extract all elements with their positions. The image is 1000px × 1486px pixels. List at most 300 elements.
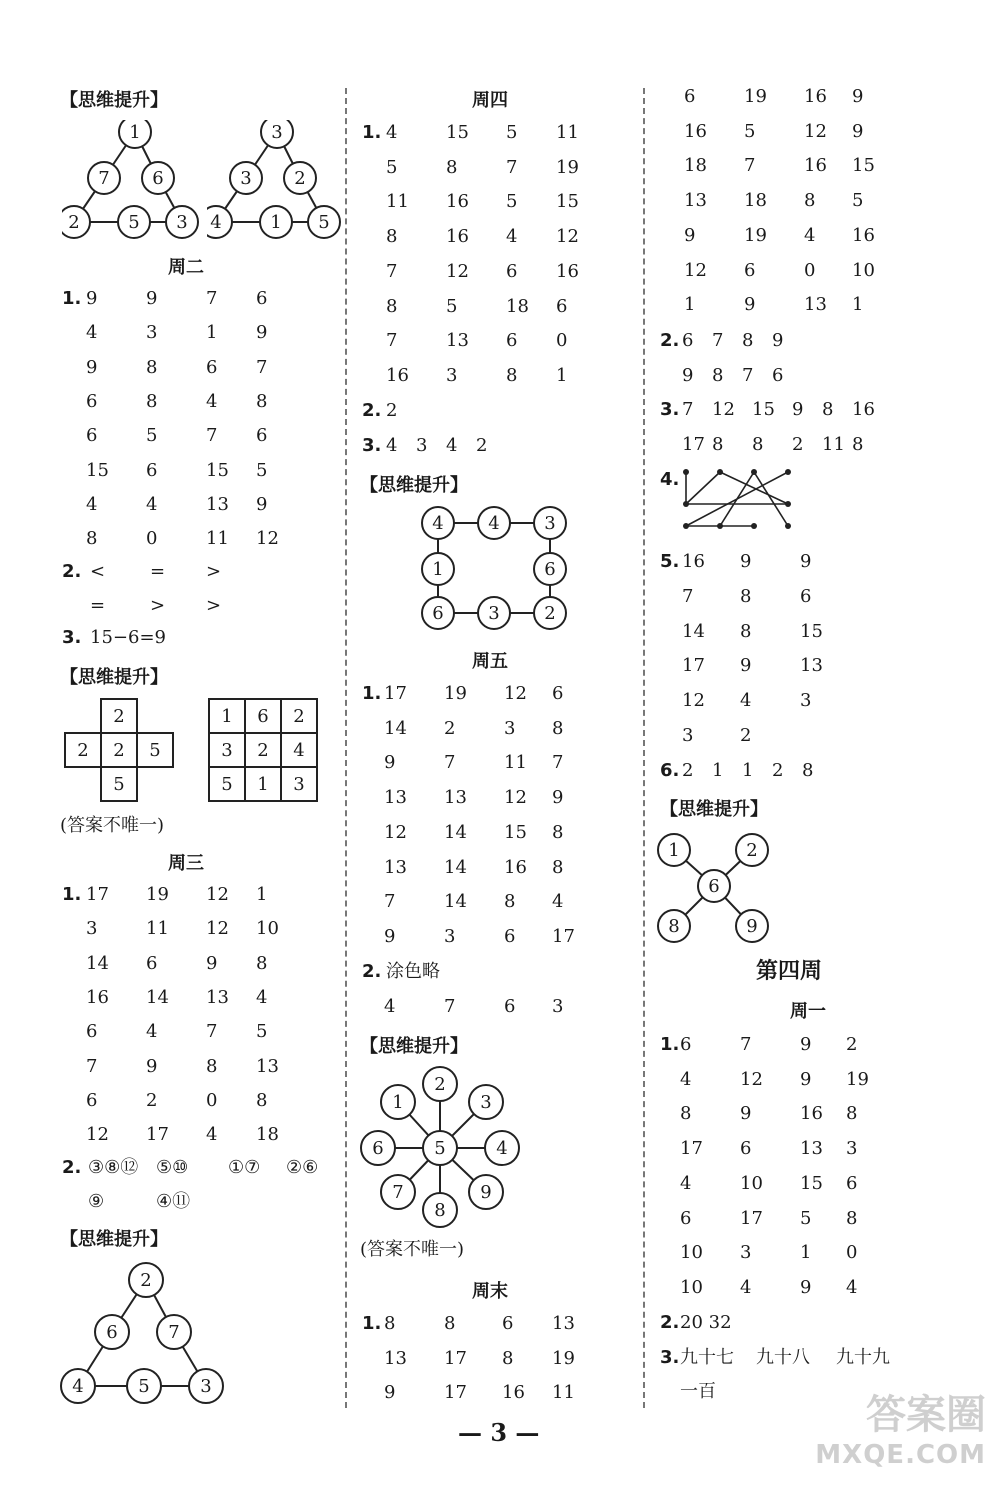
answer-value: 8 <box>846 1103 858 1125</box>
question-number: 3. <box>660 399 680 420</box>
answer-value: 6 <box>504 925 516 947</box>
answer-value: 8 <box>804 190 816 212</box>
answer-value: 11 <box>556 122 579 143</box>
grid-cell: 5 <box>137 733 173 767</box>
comparison-sign: = <box>90 595 106 616</box>
answer-value: 3 <box>444 925 456 947</box>
answer-value: 6 <box>680 1034 692 1055</box>
answer-value: 8 <box>742 330 754 351</box>
answer-value: 9 <box>384 752 396 774</box>
answer-value: 4 <box>256 986 268 1008</box>
answer-value: 9 <box>740 1103 752 1125</box>
answer-note: 涂色略 <box>386 961 440 982</box>
grid-cell: 2 <box>101 733 137 767</box>
answer-value: 16 <box>86 986 109 1008</box>
answer-value: 3 <box>86 918 98 940</box>
answer-value: 7 <box>444 752 456 774</box>
answer-value: 13 <box>206 493 229 515</box>
answer-value: 16 <box>852 399 875 420</box>
answer-value: 4 <box>146 1021 158 1043</box>
question-number: 3. <box>62 627 82 648</box>
circle-number: 7 <box>168 1322 180 1343</box>
grid-cell: 1 <box>209 699 245 733</box>
answer-value: 8 <box>852 434 864 455</box>
section-heading-zhou2: 周二 <box>168 257 204 278</box>
circle-number: 3 <box>480 1092 492 1113</box>
answer-value: 7 <box>552 752 564 774</box>
matching-line <box>686 472 720 504</box>
answer-value: 4 <box>804 224 816 246</box>
matching-dot <box>751 469 757 475</box>
answer-value: 17 <box>682 655 705 677</box>
answer-value: 4 <box>552 891 564 913</box>
grid-cell: 1 <box>245 767 281 801</box>
answer-value: 1 <box>256 884 268 905</box>
section-heading-siwei: 【思维提升】 <box>60 1229 168 1250</box>
question-number: 2. <box>62 561 82 582</box>
section-heading-siwei: 【思维提升】 <box>60 667 168 688</box>
answer-value: 8 <box>680 1103 692 1125</box>
answer-value: 6 <box>846 1172 858 1194</box>
answer-value: 15 <box>206 459 229 481</box>
answer-value: 15 <box>800 1172 823 1194</box>
answer-value: 17 <box>680 1138 703 1160</box>
answer-value: 9 <box>256 322 268 344</box>
circle-number: 9 <box>746 916 758 937</box>
answer-value: 9 <box>384 1382 396 1403</box>
empty-cell <box>137 699 173 733</box>
answer-value: 16 <box>852 224 875 246</box>
answer-value: 8 <box>504 891 516 913</box>
section-heading-siwei: 【思维提升】 <box>360 1036 468 1057</box>
answer-value: 16 <box>684 120 707 142</box>
circle-number: 1 <box>668 840 680 861</box>
answer-value: 4 <box>146 493 158 515</box>
answer-value: 14 <box>146 986 169 1008</box>
answer-value: 0 <box>556 330 568 352</box>
question-number: 1. <box>62 884 82 905</box>
answer-value: 6 <box>740 1138 752 1160</box>
answer-value: 9 <box>682 365 694 386</box>
answer-value: 9 <box>146 1055 158 1077</box>
question-number: 3. <box>660 1347 680 1368</box>
comparison-sign: > <box>206 561 222 582</box>
note-text: (答案不唯一) <box>60 815 165 836</box>
answer-value: 12 <box>504 683 527 704</box>
circle-number: 3 <box>488 603 500 624</box>
circle-number: 7 <box>392 1182 404 1203</box>
answer-value: 7 <box>712 330 724 351</box>
answer-value: 16 <box>556 260 579 282</box>
note-text: (答案不唯一) <box>360 1239 465 1260</box>
answer-value: 9 <box>852 86 864 107</box>
answer-value: 12 <box>740 1068 763 1090</box>
answer-value: 3 <box>552 996 564 1017</box>
answer-value: 3 <box>416 435 428 456</box>
answer-value: 6 <box>86 1021 98 1043</box>
answer-value: 8 <box>206 1055 218 1077</box>
answer-value: 3 <box>504 717 516 739</box>
column-divider-1 <box>345 88 347 1408</box>
answer-value: 2 <box>386 400 398 421</box>
answer-value: 6 <box>506 330 518 352</box>
answer-value: 8 <box>446 156 458 178</box>
circle-number: 4 <box>496 1138 508 1159</box>
answer-value: 8 <box>712 365 724 386</box>
question-number: 1. <box>362 683 382 704</box>
answer-value: 13 <box>384 787 407 809</box>
answer-value: 6 <box>504 996 516 1017</box>
answer-value: 2 <box>476 435 488 456</box>
circle-number: 6 <box>372 1138 384 1159</box>
answer-value: 11 <box>206 528 229 550</box>
answer-value: 19 <box>846 1068 869 1090</box>
matching-dot <box>683 469 689 475</box>
answer-value: 九十九 <box>836 1347 890 1368</box>
answer-value: 15 <box>800 620 823 642</box>
answer-value: 4 <box>680 1172 692 1194</box>
answer-value: 17 <box>444 1382 467 1403</box>
answer-value: 16 <box>804 155 827 177</box>
grid-cell: 5 <box>209 767 245 801</box>
answer-value: 9 <box>744 294 756 316</box>
answer-value: 6 <box>800 585 812 607</box>
answer-value: 6 <box>146 459 158 481</box>
answer-value: 9 <box>146 288 158 309</box>
answer-value: 7 <box>682 399 694 420</box>
grid-cell: 6 <box>245 699 281 733</box>
empty-cell <box>65 699 101 733</box>
answer-value: 14 <box>444 891 467 913</box>
answer-value: 4 <box>386 122 398 143</box>
answer-value: 15 <box>504 821 527 843</box>
circled-answer: ④⑪ <box>156 1191 191 1212</box>
answer-value: 18 <box>506 295 529 317</box>
circle-number: 5 <box>318 212 330 233</box>
x-diagram <box>652 828 782 948</box>
circle-number: 7 <box>98 168 110 189</box>
circle-number: 9 <box>480 1182 492 1203</box>
answer-value: 5 <box>506 191 518 213</box>
answer-value: 6 <box>256 425 268 447</box>
answer-value: 2 <box>772 760 784 781</box>
section-heading-zhou4: 周四 <box>472 90 508 111</box>
answer-value: 8 <box>822 399 834 420</box>
answer-value: 7 <box>256 356 268 378</box>
answer-value: 13 <box>804 294 827 316</box>
answer-value: 0 <box>146 528 158 550</box>
grid-cell: 2 <box>281 699 317 733</box>
triangle-diagram-1 <box>62 120 202 240</box>
circle-number: 4 <box>210 212 222 233</box>
answer-value: 9 <box>684 224 696 246</box>
answer-value: 3 <box>146 322 158 344</box>
question-number: 6. <box>660 760 680 781</box>
circle-number: 1 <box>432 559 444 580</box>
question-number: 1. <box>362 122 382 143</box>
answer-value: 19 <box>552 1347 575 1369</box>
answer-value: 8 <box>552 856 564 878</box>
answer-value: 14 <box>444 821 467 843</box>
circle-number: 5 <box>434 1138 446 1159</box>
answer-value: 16 <box>800 1103 823 1125</box>
answer-value: 3 <box>446 364 458 386</box>
answer-value: 3 <box>846 1138 858 1160</box>
circle-number: 6 <box>544 559 556 580</box>
answer-value: 9 <box>800 1276 812 1298</box>
answer-value: 14 <box>682 620 705 642</box>
answer-value: 19 <box>556 156 579 178</box>
answer-value: 5 <box>256 1021 268 1043</box>
answer-value: 7 <box>744 155 756 177</box>
answer-value: 9 <box>800 1034 812 1055</box>
answer-value: 3 <box>800 690 812 712</box>
answer-value: 15 <box>446 122 469 143</box>
answer-value: 13 <box>800 655 823 677</box>
empty-cell <box>137 767 173 801</box>
answer-value: 6 <box>256 288 268 309</box>
answer-value: 6 <box>86 425 98 447</box>
empty-cell <box>65 767 101 801</box>
circle-number: 6 <box>106 1322 118 1343</box>
answer-value: 16 <box>446 191 469 213</box>
matching-dot <box>683 523 689 529</box>
matching-dot <box>785 501 791 507</box>
answer-value: 6 <box>556 295 568 317</box>
answer-value: 7 <box>386 330 398 352</box>
circle-number: 2 <box>746 840 758 861</box>
answer-value: 8 <box>386 226 398 248</box>
answer-value: 8 <box>752 434 764 455</box>
answer-value: 18 <box>256 1124 279 1146</box>
answer-value: 7 <box>740 1034 752 1055</box>
circle-number: 6 <box>432 603 444 624</box>
circled-answer: ②⑥ <box>286 1157 319 1178</box>
circle-number: 8 <box>668 916 680 937</box>
answer-value: 7 <box>206 1021 218 1043</box>
answer-value: 1 <box>206 322 218 344</box>
cross-grid <box>64 698 174 802</box>
circle-number: 2 <box>294 168 306 189</box>
question-number: 2. <box>660 1312 680 1333</box>
answer-value: 9 <box>800 551 812 572</box>
equation-answer: 15−6=9 <box>90 627 166 648</box>
answer-value: 4 <box>846 1276 858 1298</box>
answer-value: 8 <box>802 760 814 781</box>
answer-value: 12 <box>206 884 229 905</box>
answer-value: 8 <box>386 295 398 317</box>
triangle-diagram-3 <box>58 1258 238 1408</box>
answer-value: 8 <box>846 1207 858 1229</box>
answer-value: 4 <box>740 690 752 712</box>
answer-value: 9 <box>740 551 752 572</box>
answer-value: 10 <box>256 918 279 940</box>
answer-value: 4 <box>506 226 518 248</box>
circled-answer: ⑤⑩ <box>156 1157 189 1178</box>
circle-number: 2 <box>434 1074 446 1095</box>
answer-value: 5 <box>446 295 458 317</box>
answer-value: 4 <box>680 1068 692 1090</box>
matching-dot <box>751 523 757 529</box>
circled-answer: ①⑦ <box>228 1157 261 1178</box>
answer-value: 14 <box>384 717 407 739</box>
answer-value: 12 <box>446 260 469 282</box>
answer-value: 8 <box>444 1313 456 1334</box>
answer-value: 19 <box>744 86 767 107</box>
answer-value: 10 <box>680 1276 703 1298</box>
answer-value: 13 <box>384 856 407 878</box>
answer-value: 7 <box>682 585 694 607</box>
comparison-sign: > <box>150 595 166 616</box>
circle-number: 3 <box>544 513 556 534</box>
answer-value: 9 <box>800 1068 812 1090</box>
question-number: 4. <box>660 469 680 490</box>
answer-value: 2 <box>444 717 456 739</box>
circle-number: 3 <box>271 122 283 143</box>
answer-value: 13 <box>684 190 707 212</box>
page-number: — 3 — <box>458 1418 540 1447</box>
section-heading-siwei: 【思维提升】 <box>60 90 168 111</box>
answer-value: 17 <box>146 1124 169 1146</box>
answer-value: 0 <box>206 1089 218 1111</box>
answer-value: 16 <box>446 226 469 248</box>
answer-value: 13 <box>444 787 467 809</box>
answer-value: 16 <box>386 364 409 386</box>
answer-value: 8 <box>256 390 268 412</box>
circle-number: 6 <box>152 168 164 189</box>
answer-value: 18 <box>744 190 767 212</box>
answer-value: 九十八 <box>756 1347 810 1368</box>
answer-value: 4 <box>446 435 458 456</box>
answer-value: 6 <box>506 260 518 282</box>
answer-value: 7 <box>444 996 456 1017</box>
answer-value: 10 <box>740 1172 763 1194</box>
answer-value: 12 <box>684 259 707 281</box>
answer-value: 九十七 <box>680 1347 734 1368</box>
answer-value: 8 <box>552 717 564 739</box>
answer-value: 9 <box>86 288 98 309</box>
answer-value: 13 <box>256 1055 279 1077</box>
question-number: 1. <box>62 288 82 309</box>
grid-cell: 2 <box>245 733 281 767</box>
answer-value: 14 <box>86 952 109 974</box>
square-grid <box>208 698 318 802</box>
square-diagram <box>418 505 578 635</box>
answer-value: 2 <box>740 725 752 746</box>
answer-value: 4 <box>86 493 98 515</box>
answer-value: 11 <box>146 918 169 940</box>
week-title: 第四周 <box>756 958 823 984</box>
answer-value: 9 <box>384 925 396 947</box>
answer-value: 7 <box>742 365 754 386</box>
triangle-diagram-2 <box>207 120 347 240</box>
answer-value: 12 <box>206 918 229 940</box>
answer-value: 11 <box>386 191 409 213</box>
answer-value: 16 <box>804 86 827 107</box>
answer-value: 6 <box>680 1207 692 1229</box>
answer-value: 2 <box>682 760 694 781</box>
answer-value: 8 <box>740 620 752 642</box>
answer-value: 8 <box>384 1313 396 1334</box>
matching-dot <box>785 469 791 475</box>
answer-value: 12 <box>556 226 579 248</box>
question-number: 2. <box>660 330 680 351</box>
circle-number: 2 <box>544 603 556 624</box>
answer-value: 13 <box>206 986 229 1008</box>
answer-value: 19 <box>146 884 169 905</box>
answer-value: 3 <box>682 725 694 746</box>
answer-value: 9 <box>206 952 218 974</box>
answer-value: 17 <box>552 925 575 947</box>
answer-value: 7 <box>206 288 218 309</box>
answer-value: 6 <box>744 259 756 281</box>
section-heading-zhoumo: 周末 <box>472 1281 508 1302</box>
answer-value: 8 <box>740 585 752 607</box>
answer-value: 4 <box>86 322 98 344</box>
circle-number: 6 <box>708 876 720 897</box>
answer-value: 12 <box>384 821 407 843</box>
answer-value: 17 <box>444 1347 467 1369</box>
answer-value: 18 <box>684 155 707 177</box>
answer-value: 8 <box>712 434 724 455</box>
question-number: 2. <box>62 1157 82 1178</box>
answer-value: 16 <box>682 551 705 572</box>
section-heading-zhou3: 周三 <box>168 853 204 874</box>
answer-value: 16 <box>504 856 527 878</box>
circle-number: 1 <box>129 122 141 143</box>
question-number: 5. <box>660 551 680 572</box>
answer-value: 13 <box>384 1347 407 1369</box>
answer-value: 15 <box>556 191 579 213</box>
answer-value: 5 <box>800 1207 812 1229</box>
answer-value: 1 <box>742 760 754 781</box>
answer-value: 12 <box>682 690 705 712</box>
answer-value: 14 <box>444 856 467 878</box>
grid-cell: 3 <box>209 733 245 767</box>
star-diagram <box>358 1062 528 1232</box>
answer-value: 7 <box>386 260 398 282</box>
circle-number: 5 <box>138 1376 150 1397</box>
answer-value: 8 <box>86 528 98 550</box>
answer-value: 1 <box>852 294 864 316</box>
answer-value: 13 <box>552 1313 575 1334</box>
answer-value: 6 <box>682 330 694 351</box>
answer-value: 20 32 <box>680 1312 732 1333</box>
answer-value: 9 <box>86 356 98 378</box>
answer-value: 2 <box>792 434 804 455</box>
comparison-sign: = <box>150 561 166 582</box>
answer-value: 15 <box>752 399 775 420</box>
question-number: 3. <box>362 435 382 456</box>
answer-value: 12 <box>804 120 827 142</box>
question-number: 1. <box>362 1313 382 1334</box>
answer-value: 9 <box>552 787 564 809</box>
matching-lines-diagram <box>678 464 798 534</box>
watermark: 答案圈 MXQE.COM <box>815 1392 986 1470</box>
answer-value: 17 <box>682 434 705 455</box>
answer-value: 7 <box>506 156 518 178</box>
answer-value: 16 <box>502 1382 525 1403</box>
answer-value: 7 <box>86 1055 98 1077</box>
answer-value: 11 <box>822 434 845 455</box>
answer-value: 17 <box>86 884 109 905</box>
circle-number: 3 <box>200 1376 212 1397</box>
answer-value: 6 <box>146 952 158 974</box>
grid-cell: 2 <box>65 733 101 767</box>
answer-value: 13 <box>446 330 469 352</box>
comparison-sign: < <box>90 561 106 582</box>
answer-value: 8 <box>552 821 564 843</box>
